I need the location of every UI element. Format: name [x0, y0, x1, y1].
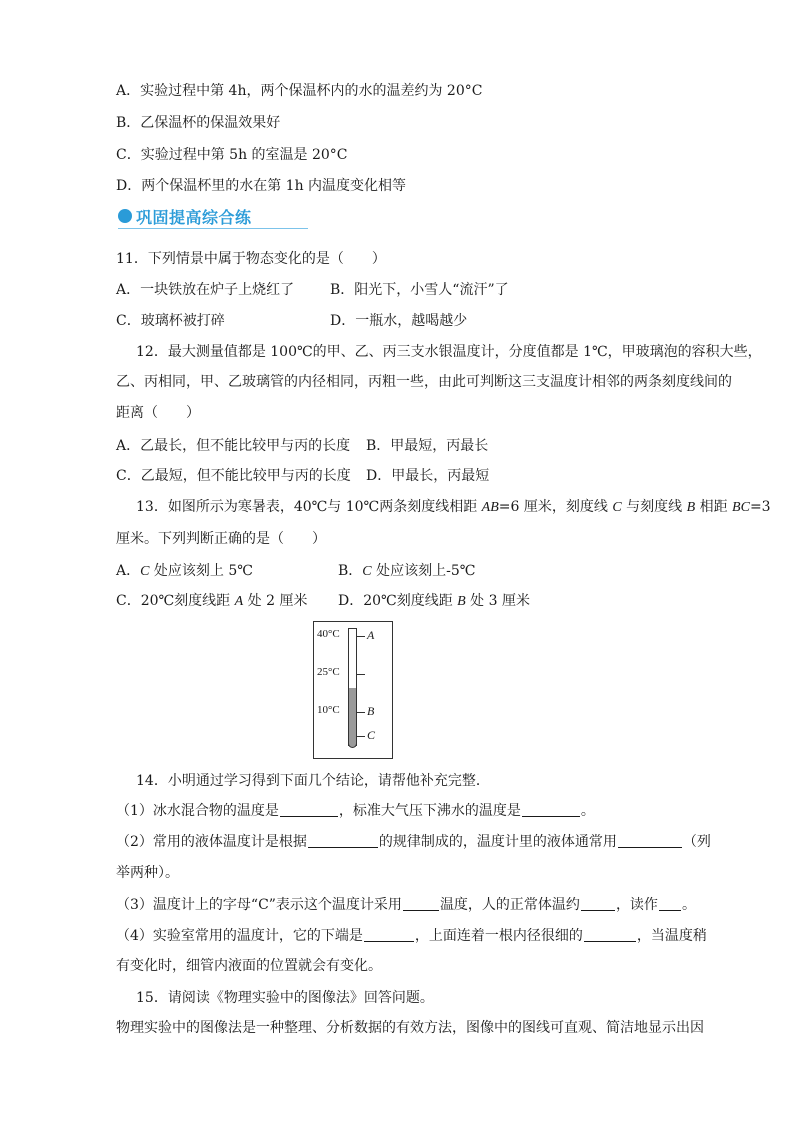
q12-option-c: C．乙最短，但不能比较甲与丙的长度 [116, 468, 351, 484]
thermometer-label-10: 10°C [317, 704, 340, 716]
q14-part1: （1）冰水混合物的温度是 ，标准大气压下沸水的温度是 。 [116, 803, 595, 819]
q12-stem-line2: 乙、丙相同，甲、乙玻璃管的内径相同，丙粗一些，由此可判断这三支温度计相邻的两条刻度线间的 [116, 374, 732, 390]
q14-part4: （4）实验室常用的温度计，它的下端是 ，上面连着一根内径很细的 ，当温度稍 [116, 928, 707, 944]
section-header [118, 204, 308, 230]
thermometer-mercury [349, 688, 356, 746]
q13-option-c: C．20℃刻度线距 A 处 2 厘米 [116, 593, 308, 609]
q14-part2-line2: 举两种）。 [116, 865, 179, 881]
section-title: 巩固提高综合练 [136, 208, 252, 227]
thermometer-mark-a: A [367, 628, 375, 642]
thermometer-label-25: 25°C [317, 666, 340, 678]
q10-option-d: D．两个保温杯里的水在第 1h 内温度变化相等 [116, 178, 407, 194]
tick-mark-b [357, 712, 365, 713]
thermometer-mark-c: C [367, 728, 376, 742]
thermometer-mark-b: B [367, 704, 375, 718]
answer-blank[interactable] [403, 896, 439, 911]
q13-option-a: A．C 处应该刻上 5℃ [116, 563, 253, 579]
answer-blank[interactable] [308, 833, 378, 848]
answer-blank[interactable] [584, 927, 636, 942]
q12-stem-line3: 距离（ ） [116, 405, 200, 421]
q11-option-a: A．一块铁放在炉子上烧红了 [116, 282, 295, 298]
q11-option-d: D．一瓶水，越喝越少 [330, 313, 468, 329]
q12-option-b: B．甲最短，丙最长 [366, 438, 489, 454]
q15-paragraph: 物理实验中的图像法是一种整理、分析数据的有效方法，图像中的图线可直观、简洁地显示出因 [116, 1020, 704, 1036]
q11-stem: 11．下列情景中属于物态变化的是（ ） [116, 251, 386, 267]
q14-stem: 14．小明通过学习得到下面几个结论，请帮他补充完整． [136, 773, 490, 789]
thermometer-bulb [348, 742, 357, 748]
q11-option-c: C．玻璃杯被打碎 [116, 313, 225, 329]
q15-stem: 15．请阅读《物理实验中的图像法》回答问题。 [136, 990, 434, 1006]
answer-blank[interactable] [364, 927, 414, 942]
thermometer-figure [313, 621, 393, 759]
q12-stem-line1: 12．最大测量值都是 100℃的甲、乙、丙三支水银温度计，分度值都是 1℃，甲玻璃泡的容积大些， [136, 344, 762, 360]
q10-option-b: B．乙保温杯的保温效果好 [116, 115, 281, 131]
q13-stem-line1: 13．如图所示为寒暑表，40℃与 10℃两条刻度线相距 AB=6 厘米，刻度线 C 与刻度线 B 相距 BC=3 [136, 499, 771, 515]
q14-part2: （2）常用的液体温度计是根据 的规律制成的，温度计里的液体通常用 （列 [116, 834, 711, 850]
tick-mark-25 [357, 674, 365, 675]
answer-blank[interactable] [522, 802, 580, 817]
q12-option-d: D．甲最长，丙最短 [366, 468, 490, 484]
thermometer-label-40: 40°C [317, 628, 340, 640]
q14-part3: （3）温度计上的字母“C”表示这个温度计采用 温度，人的正常体温约 ，读作 。 [116, 897, 696, 913]
q10-option-a: A．实验过程中第 4h，两个保温杯内的水的温差约为 20°C [116, 83, 483, 99]
q13-stem-line2: 厘米。下列判断正确的是（ ） [116, 531, 326, 547]
q13-option-d: D．20℃刻度线距 B 处 3 厘米 [338, 593, 530, 609]
q10-option-c: C．实验过程中第 5h 的室温是 20°C [116, 147, 348, 163]
section-underline [118, 228, 308, 229]
answer-blank[interactable] [581, 896, 615, 911]
bullet-dot-icon [118, 209, 132, 223]
answer-blank[interactable] [659, 896, 681, 911]
answer-blank[interactable] [280, 802, 338, 817]
tick-mark-a [357, 636, 365, 637]
q11-option-b: B．阳光下，小雪人“流汗”了 [330, 282, 509, 298]
answer-blank[interactable] [618, 833, 682, 848]
q12-option-a: A．乙最长，但不能比较甲与丙的长度 [116, 438, 351, 454]
tick-mark-c [357, 736, 365, 737]
q13-option-b: B．C 处应该刻上-5℃ [338, 563, 476, 579]
q14-part4-line2: 有变化时，细管内液面的位置就会有变化。 [116, 958, 382, 974]
